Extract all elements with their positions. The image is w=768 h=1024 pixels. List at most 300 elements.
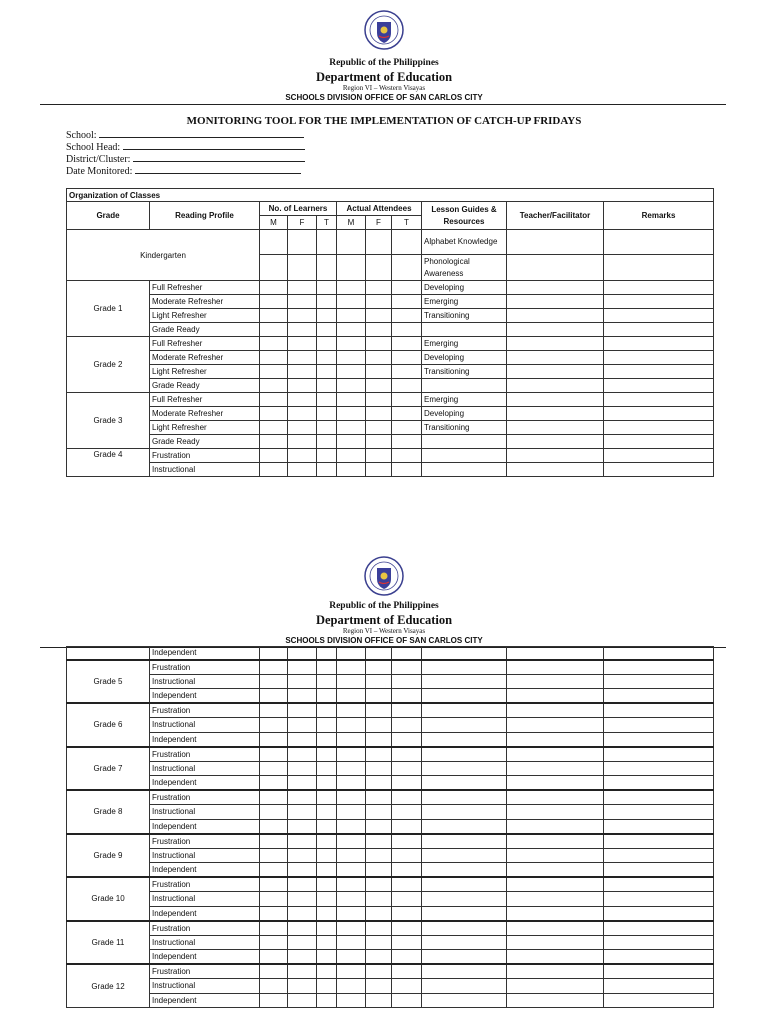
entry-cell[interactable] [288, 906, 317, 921]
entry-cell[interactable] [317, 379, 337, 393]
entry-cell[interactable] [337, 819, 366, 834]
entry-cell[interactable] [337, 463, 366, 477]
school-head-input-line[interactable] [123, 140, 305, 150]
entry-cell[interactable] [604, 877, 714, 892]
entry-cell[interactable] [317, 805, 337, 820]
entry-cell[interactable] [507, 660, 604, 675]
entry-cell[interactable] [422, 993, 507, 1008]
entry-cell[interactable] [366, 776, 392, 791]
entry-cell[interactable] [337, 295, 366, 309]
entry-cell[interactable] [317, 863, 337, 878]
entry-cell[interactable] [288, 979, 317, 994]
entry-cell[interactable] [317, 993, 337, 1008]
entry-cell[interactable] [366, 819, 392, 834]
entry-cell[interactable] [604, 718, 714, 733]
entry-cell[interactable] [317, 950, 337, 965]
entry-cell[interactable] [337, 435, 366, 449]
entry-cell[interactable] [604, 834, 714, 849]
entry-cell[interactable] [422, 747, 507, 762]
entry-cell[interactable] [337, 323, 366, 337]
entry-cell[interactable] [366, 379, 392, 393]
entry-cell[interactable] [288, 365, 317, 379]
entry-cell[interactable] [366, 703, 392, 718]
entry-cell[interactable] [507, 805, 604, 820]
entry-cell[interactable] [422, 790, 507, 805]
entry-cell[interactable] [288, 323, 317, 337]
entry-cell[interactable] [260, 407, 288, 421]
entry-cell[interactable] [260, 703, 288, 718]
entry-cell[interactable] [392, 834, 422, 849]
entry-cell[interactable] [260, 906, 288, 921]
entry-cell[interactable] [337, 848, 366, 863]
entry-cell[interactable] [366, 718, 392, 733]
entry-cell[interactable] [317, 435, 337, 449]
entry-cell[interactable] [422, 935, 507, 950]
entry-cell[interactable] [507, 379, 604, 393]
entry-cell[interactable] [366, 351, 392, 365]
entry-cell[interactable] [507, 848, 604, 863]
entry-cell[interactable] [366, 647, 392, 660]
entry-cell[interactable] [604, 337, 714, 351]
entry-cell[interactable] [260, 323, 288, 337]
entry-cell[interactable] [337, 892, 366, 907]
entry-cell[interactable] [317, 776, 337, 791]
entry-cell[interactable] [260, 819, 288, 834]
entry-cell[interactable] [392, 337, 422, 351]
entry-cell[interactable] [337, 660, 366, 675]
entry-cell[interactable] [507, 295, 604, 309]
entry-cell[interactable] [366, 964, 392, 979]
entry-cell[interactable] [260, 351, 288, 365]
entry-cell[interactable] [392, 921, 422, 936]
entry-cell[interactable] [604, 647, 714, 660]
entry-cell[interactable] [422, 877, 507, 892]
entry-cell[interactable] [604, 805, 714, 820]
entry-cell[interactable] [604, 351, 714, 365]
entry-cell[interactable] [392, 732, 422, 747]
entry-cell[interactable] [507, 834, 604, 849]
entry-cell[interactable] [392, 689, 422, 704]
entry-cell[interactable] [288, 776, 317, 791]
entry-cell[interactable] [288, 805, 317, 820]
entry-cell[interactable] [507, 463, 604, 477]
entry-cell[interactable] [507, 689, 604, 704]
entry-cell[interactable] [260, 993, 288, 1008]
entry-cell[interactable] [337, 449, 366, 463]
entry-cell[interactable] [507, 935, 604, 950]
entry-cell[interactable] [507, 863, 604, 878]
entry-cell[interactable] [507, 718, 604, 733]
entry-cell[interactable] [288, 834, 317, 849]
entry-cell[interactable] [288, 295, 317, 309]
entry-cell[interactable] [392, 979, 422, 994]
entry-cell[interactable] [317, 295, 337, 309]
entry-cell[interactable] [604, 393, 714, 407]
entry-cell[interactable] [288, 660, 317, 675]
entry-cell[interactable] [392, 877, 422, 892]
entry-cell[interactable] [604, 848, 714, 863]
entry-cell[interactable] [260, 979, 288, 994]
entry-cell[interactable] [288, 255, 317, 281]
entry-cell[interactable] [604, 703, 714, 718]
entry-cell[interactable] [337, 351, 366, 365]
entry-cell[interactable] [260, 365, 288, 379]
entry-cell[interactable] [260, 732, 288, 747]
entry-cell[interactable] [604, 776, 714, 791]
entry-cell[interactable] [604, 295, 714, 309]
entry-cell[interactable] [366, 295, 392, 309]
entry-cell[interactable] [288, 761, 317, 776]
entry-cell[interactable] [317, 761, 337, 776]
entry-cell[interactable] [288, 230, 317, 255]
entry-cell[interactable] [288, 351, 317, 365]
entry-cell[interactable] [337, 407, 366, 421]
entry-cell[interactable] [288, 393, 317, 407]
entry-cell[interactable] [422, 834, 507, 849]
entry-cell[interactable] [317, 323, 337, 337]
entry-cell[interactable] [337, 747, 366, 762]
entry-cell[interactable] [604, 892, 714, 907]
entry-cell[interactable] [317, 892, 337, 907]
entry-cell[interactable] [507, 776, 604, 791]
entry-cell[interactable] [392, 435, 422, 449]
entry-cell[interactable] [288, 819, 317, 834]
entry-cell[interactable] [507, 921, 604, 936]
entry-cell[interactable] [366, 863, 392, 878]
entry-cell[interactable] [337, 761, 366, 776]
entry-cell[interactable] [260, 393, 288, 407]
entry-cell[interactable] [392, 674, 422, 689]
entry-cell[interactable] [507, 255, 604, 281]
entry-cell[interactable] [317, 689, 337, 704]
entry-cell[interactable] [260, 761, 288, 776]
entry-cell[interactable] [392, 351, 422, 365]
entry-cell[interactable] [507, 647, 604, 660]
entry-cell[interactable] [604, 761, 714, 776]
entry-cell[interactable] [337, 935, 366, 950]
entry-cell[interactable] [337, 718, 366, 733]
entry-cell[interactable] [604, 379, 714, 393]
entry-cell[interactable] [288, 674, 317, 689]
entry-cell[interactable] [317, 351, 337, 365]
entry-cell[interactable] [366, 877, 392, 892]
entry-cell[interactable] [317, 848, 337, 863]
entry-cell[interactable] [604, 421, 714, 435]
entry-cell[interactable] [337, 790, 366, 805]
entry-cell[interactable] [366, 834, 392, 849]
entry-cell[interactable] [317, 463, 337, 477]
entry-cell[interactable] [288, 449, 317, 463]
entry-cell[interactable] [392, 393, 422, 407]
entry-cell[interactable] [366, 689, 392, 704]
entry-cell[interactable] [288, 703, 317, 718]
entry-cell[interactable] [366, 393, 392, 407]
entry-cell[interactable] [260, 379, 288, 393]
entry-cell[interactable] [422, 718, 507, 733]
entry-cell[interactable] [422, 732, 507, 747]
entry-cell[interactable] [337, 421, 366, 435]
entry-cell[interactable] [317, 935, 337, 950]
school-input-line[interactable] [99, 128, 304, 138]
entry-cell[interactable] [260, 337, 288, 351]
entry-cell[interactable] [288, 892, 317, 907]
entry-cell[interactable] [507, 230, 604, 255]
entry-cell[interactable] [604, 790, 714, 805]
entry-cell[interactable] [392, 255, 422, 281]
entry-cell[interactable] [392, 230, 422, 255]
entry-cell[interactable] [422, 964, 507, 979]
entry-cell[interactable] [260, 674, 288, 689]
entry-cell[interactable] [260, 964, 288, 979]
entry-cell[interactable] [337, 863, 366, 878]
entry-cell[interactable] [604, 732, 714, 747]
entry-cell[interactable] [392, 964, 422, 979]
entry-cell[interactable] [317, 747, 337, 762]
entry-cell[interactable] [288, 407, 317, 421]
entry-cell[interactable] [288, 863, 317, 878]
entry-cell[interactable] [507, 964, 604, 979]
entry-cell[interactable] [260, 435, 288, 449]
entry-cell[interactable] [317, 834, 337, 849]
entry-cell[interactable] [422, 892, 507, 907]
entry-cell[interactable] [260, 449, 288, 463]
entry-cell[interactable] [392, 819, 422, 834]
entry-cell[interactable] [260, 660, 288, 675]
entry-cell[interactable] [604, 964, 714, 979]
entry-cell[interactable] [392, 449, 422, 463]
entry-cell[interactable] [317, 255, 337, 281]
entry-cell[interactable] [604, 323, 714, 337]
entry-cell[interactable] [288, 935, 317, 950]
entry-cell[interactable] [288, 921, 317, 936]
entry-cell[interactable] [507, 950, 604, 965]
entry-cell[interactable] [392, 863, 422, 878]
entry-cell[interactable] [507, 309, 604, 323]
entry-cell[interactable] [288, 950, 317, 965]
entry-cell[interactable] [422, 674, 507, 689]
entry-cell[interactable] [317, 647, 337, 660]
entry-cell[interactable] [422, 776, 507, 791]
entry-cell[interactable] [317, 703, 337, 718]
entry-cell[interactable] [337, 993, 366, 1008]
entry-cell[interactable] [260, 921, 288, 936]
entry-cell[interactable] [337, 689, 366, 704]
entry-cell[interactable] [604, 935, 714, 950]
entry-cell[interactable] [366, 337, 392, 351]
entry-cell[interactable] [422, 761, 507, 776]
entry-cell[interactable] [337, 703, 366, 718]
entry-cell[interactable] [260, 935, 288, 950]
entry-cell[interactable] [604, 449, 714, 463]
entry-cell[interactable] [604, 365, 714, 379]
entry-cell[interactable] [337, 337, 366, 351]
entry-cell[interactable] [288, 790, 317, 805]
entry-cell[interactable] [317, 407, 337, 421]
entry-cell[interactable] [337, 732, 366, 747]
date-field[interactable] [66, 164, 301, 177]
entry-cell[interactable] [288, 463, 317, 477]
entry-cell[interactable] [604, 906, 714, 921]
entry-cell[interactable] [366, 365, 392, 379]
entry-cell[interactable] [604, 407, 714, 421]
entry-cell[interactable] [260, 848, 288, 863]
entry-cell[interactable] [507, 337, 604, 351]
entry-cell[interactable] [337, 647, 366, 660]
entry-cell[interactable] [507, 703, 604, 718]
entry-cell[interactable] [507, 351, 604, 365]
entry-cell[interactable] [422, 463, 507, 477]
entry-cell[interactable] [422, 848, 507, 863]
entry-cell[interactable] [366, 660, 392, 675]
entry-cell[interactable] [422, 449, 507, 463]
entry-cell[interactable] [507, 993, 604, 1008]
entry-cell[interactable] [337, 906, 366, 921]
entry-cell[interactable] [317, 732, 337, 747]
entry-cell[interactable] [260, 834, 288, 849]
entry-cell[interactable] [366, 463, 392, 477]
entry-cell[interactable] [288, 964, 317, 979]
entry-cell[interactable] [288, 732, 317, 747]
entry-cell[interactable] [288, 877, 317, 892]
entry-cell[interactable] [337, 950, 366, 965]
entry-cell[interactable] [317, 421, 337, 435]
entry-cell[interactable] [507, 449, 604, 463]
entry-cell[interactable] [337, 365, 366, 379]
entry-cell[interactable] [507, 906, 604, 921]
entry-cell[interactable] [317, 964, 337, 979]
entry-cell[interactable] [507, 435, 604, 449]
entry-cell[interactable] [337, 230, 366, 255]
entry-cell[interactable] [337, 979, 366, 994]
entry-cell[interactable] [392, 323, 422, 337]
entry-cell[interactable] [317, 449, 337, 463]
entry-cell[interactable] [337, 281, 366, 295]
entry-cell[interactable] [260, 718, 288, 733]
entry-cell[interactable] [260, 255, 288, 281]
entry-cell[interactable] [507, 407, 604, 421]
entry-cell[interactable] [392, 848, 422, 863]
entry-cell[interactable] [337, 776, 366, 791]
entry-cell[interactable] [366, 979, 392, 994]
entry-cell[interactable] [604, 689, 714, 704]
entry-cell[interactable] [392, 761, 422, 776]
entry-cell[interactable] [366, 674, 392, 689]
entry-cell[interactable] [260, 647, 288, 660]
entry-cell[interactable] [392, 703, 422, 718]
entry-cell[interactable] [337, 379, 366, 393]
entry-cell[interactable] [392, 463, 422, 477]
entry-cell[interactable] [507, 979, 604, 994]
entry-cell[interactable] [604, 435, 714, 449]
entry-cell[interactable] [260, 877, 288, 892]
entry-cell[interactable] [317, 660, 337, 675]
date-input-line[interactable] [135, 164, 301, 174]
entry-cell[interactable] [260, 747, 288, 762]
entry-cell[interactable] [260, 463, 288, 477]
entry-cell[interactable] [288, 993, 317, 1008]
entry-cell[interactable] [337, 674, 366, 689]
entry-cell[interactable] [317, 337, 337, 351]
entry-cell[interactable] [337, 309, 366, 323]
entry-cell[interactable] [317, 309, 337, 323]
entry-cell[interactable] [392, 281, 422, 295]
entry-cell[interactable] [392, 790, 422, 805]
entry-cell[interactable] [507, 281, 604, 295]
entry-cell[interactable] [366, 747, 392, 762]
entry-cell[interactable] [604, 921, 714, 936]
entry-cell[interactable] [337, 921, 366, 936]
entry-cell[interactable] [604, 281, 714, 295]
entry-cell[interactable] [288, 848, 317, 863]
entry-cell[interactable] [604, 863, 714, 878]
entry-cell[interactable] [366, 993, 392, 1008]
entry-cell[interactable] [422, 805, 507, 820]
entry-cell[interactable] [366, 848, 392, 863]
entry-cell[interactable] [604, 950, 714, 965]
entry-cell[interactable] [317, 674, 337, 689]
entry-cell[interactable] [392, 747, 422, 762]
district-input-line[interactable] [133, 152, 305, 162]
entry-cell[interactable] [288, 379, 317, 393]
entry-cell[interactable] [392, 647, 422, 660]
entry-cell[interactable] [507, 761, 604, 776]
entry-cell[interactable] [422, 921, 507, 936]
entry-cell[interactable] [366, 309, 392, 323]
entry-cell[interactable] [366, 790, 392, 805]
entry-cell[interactable] [392, 776, 422, 791]
entry-cell[interactable] [366, 950, 392, 965]
entry-cell[interactable] [317, 365, 337, 379]
entry-cell[interactable] [260, 230, 288, 255]
entry-cell[interactable] [507, 674, 604, 689]
entry-cell[interactable] [288, 421, 317, 435]
entry-cell[interactable] [604, 819, 714, 834]
entry-cell[interactable] [604, 747, 714, 762]
entry-cell[interactable] [260, 863, 288, 878]
entry-cell[interactable] [260, 281, 288, 295]
entry-cell[interactable] [422, 703, 507, 718]
entry-cell[interactable] [422, 906, 507, 921]
entry-cell[interactable] [317, 979, 337, 994]
entry-cell[interactable] [366, 921, 392, 936]
entry-cell[interactable] [260, 805, 288, 820]
entry-cell[interactable] [392, 950, 422, 965]
entry-cell[interactable] [392, 660, 422, 675]
entry-cell[interactable] [317, 921, 337, 936]
entry-cell[interactable] [422, 660, 507, 675]
entry-cell[interactable] [317, 877, 337, 892]
entry-cell[interactable] [392, 718, 422, 733]
entry-cell[interactable] [366, 230, 392, 255]
entry-cell[interactable] [337, 964, 366, 979]
entry-cell[interactable] [366, 732, 392, 747]
entry-cell[interactable] [507, 819, 604, 834]
entry-cell[interactable] [366, 935, 392, 950]
entry-cell[interactable] [604, 674, 714, 689]
entry-cell[interactable] [288, 689, 317, 704]
entry-cell[interactable] [604, 230, 714, 255]
entry-cell[interactable] [392, 892, 422, 907]
entry-cell[interactable] [392, 906, 422, 921]
entry-cell[interactable] [422, 979, 507, 994]
entry-cell[interactable] [392, 935, 422, 950]
entry-cell[interactable] [392, 421, 422, 435]
entry-cell[interactable] [317, 718, 337, 733]
entry-cell[interactable] [422, 863, 507, 878]
entry-cell[interactable] [366, 906, 392, 921]
entry-cell[interactable] [337, 805, 366, 820]
entry-cell[interactable] [392, 295, 422, 309]
